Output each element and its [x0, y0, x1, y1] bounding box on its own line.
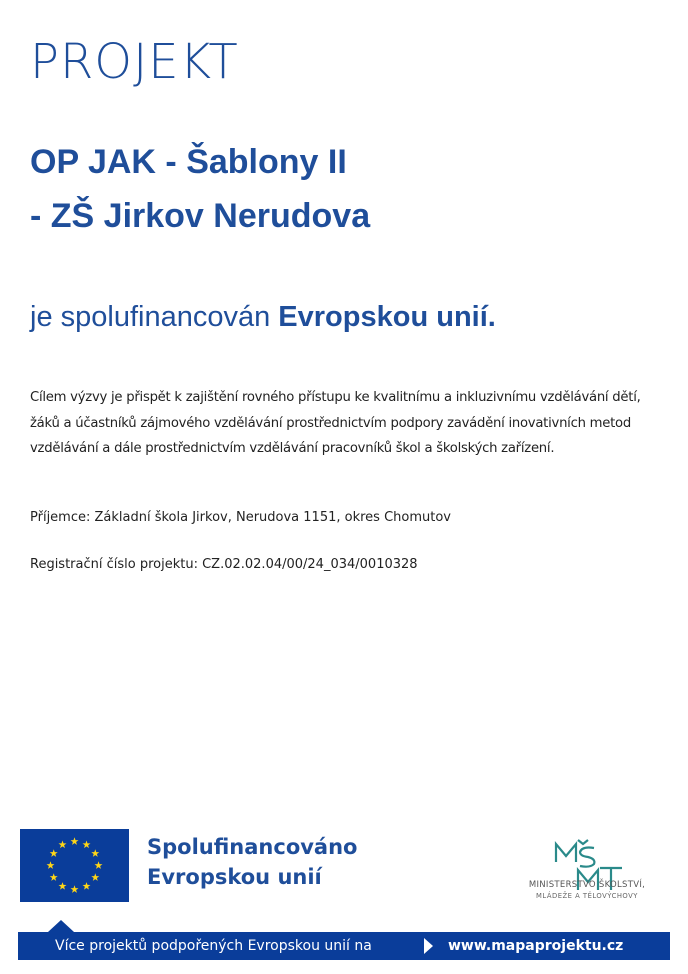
eu-star-icon: [71, 837, 79, 845]
eu-stars-icon: [20, 829, 129, 902]
eu-flag-logo: [20, 829, 129, 902]
recipient-info: Příjemce: Základní škola Jirkov, Nerudova 1151, okres Chomutov: [30, 510, 451, 525]
registration-number: Registrační číslo projektu: CZ.02.02.04/00/24_034/0010328: [30, 557, 418, 572]
cofinanced-statement: [30, 297, 496, 337]
eu-star-icon: [50, 849, 58, 857]
eu-star-icon: [91, 849, 99, 857]
eu-star-icon: [83, 882, 91, 890]
eu-star-icon: [91, 873, 99, 881]
footer-text: Více projektů podpořených Evropskou unií na: [55, 938, 372, 954]
project-description: Cílem výzvy je přispět k zajištění rovného přístupu ke kvalitnímu a inkluzivnímu vzdělávání dětí, žáků a účastníků zájmového vzdělávání prostřednictvím podpory zavádění inovativních metod vzdělávání a dále prostřednictvím vzdělávání pracovníků škol a školských zařízení.: [30, 390, 641, 456]
eu-star-icon: [47, 861, 55, 869]
eu-star-icon: [71, 885, 79, 893]
cofinanced-prefix: je spolufinancován: [30, 301, 279, 333]
footer-notch: [48, 920, 74, 932]
page-heading: PROJEKT: [30, 34, 239, 90]
project-title-line-1: OP JAK - Šablony II: [30, 143, 347, 181]
eu-star-icon: [83, 841, 91, 849]
msmt-name-line-2: MLÁDEŽE A TĚLOVÝCHOVY: [536, 892, 638, 900]
msmt-name-line-1: MINISTERSTVO ŠKOLSTVÍ,: [528, 880, 646, 890]
eu-star-icon: [59, 841, 67, 849]
eu-star-icon: [50, 873, 58, 881]
cofinanced-emphasis: Evropskou unií.: [278, 301, 496, 333]
eu-star-icon: [95, 861, 103, 869]
arrow-right-icon: [424, 938, 433, 954]
eu-star-icon: [59, 882, 67, 890]
eu-cofinanced-label: [147, 832, 357, 892]
eu-label-line-2: Evropskou unií: [147, 865, 322, 889]
project-title-line-2: - ZŠ Jirkov Nerudova: [30, 197, 371, 235]
project-title: [30, 135, 370, 243]
mapaprojektu-link[interactable]: www.mapaprojektu.cz: [448, 938, 624, 954]
eu-label-line-1: Spolufinancováno: [147, 835, 358, 859]
